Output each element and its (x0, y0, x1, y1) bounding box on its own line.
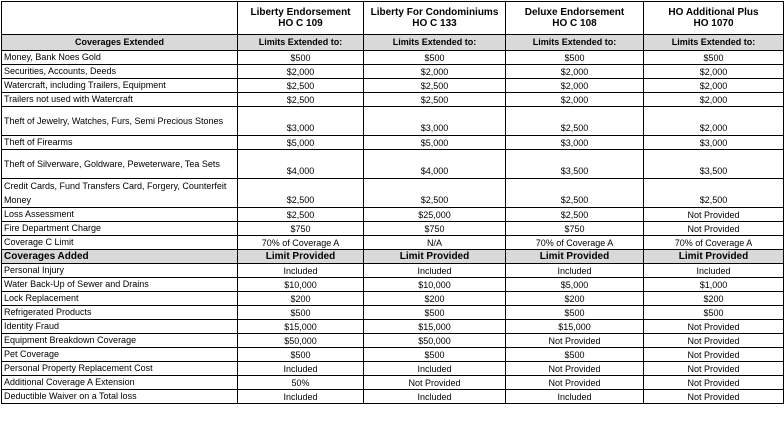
product-header (238, 2, 364, 35)
limit-value: $2,500 (238, 208, 364, 222)
section-title: Coverages Extended (2, 35, 238, 51)
limit-value: 50% (238, 376, 364, 390)
coverage-label: Trailers not used with Watercraft (2, 93, 238, 107)
limit-value: $2,500 (364, 79, 506, 93)
limit-value: Included (364, 264, 506, 278)
table-row (2, 306, 784, 320)
limit-value: $15,000 (238, 320, 364, 334)
limit-value: $200 (364, 292, 506, 306)
coverage-label: Equipment Breakdown Coverage (2, 334, 238, 348)
limit-value: $2,500 (238, 93, 364, 107)
coverage-label: Fire Department Charge (2, 222, 238, 236)
limit-value: Included (238, 264, 364, 278)
limit-value: $2,000 (644, 93, 784, 107)
limit-value: $4,000 (364, 150, 506, 179)
extended-section-header (2, 35, 784, 51)
limit-value: $500 (644, 51, 784, 65)
limit-value: $15,000 (506, 320, 644, 334)
limit-value: $10,000 (238, 278, 364, 292)
table-row (2, 65, 784, 79)
table-row (2, 51, 784, 65)
limit-value: $500 (644, 306, 784, 320)
limit-value: 70% of Coverage A (506, 236, 644, 250)
limit-value: Included (364, 390, 506, 404)
limits-header: Limits Extended to: (506, 35, 644, 51)
table-row (2, 334, 784, 348)
limit-value: Not Provided (644, 390, 784, 404)
limit-value: $2,500 (506, 208, 644, 222)
coverage-label: Identity Fraud (2, 320, 238, 334)
limit-value: $2,500 (238, 79, 364, 93)
limit-value: $3,000 (644, 136, 784, 150)
limit-value: $3,000 (364, 107, 506, 136)
product-code: HO C 108 (552, 18, 597, 29)
table-row (2, 79, 784, 93)
coverage-label: Water Back-Up of Sewer and Drains (2, 278, 238, 292)
table-row (2, 236, 784, 250)
added-section-header (2, 250, 784, 264)
limits-header: Limit Provided (238, 250, 364, 264)
limit-value: Not Provided (644, 348, 784, 362)
coverage-label: Refrigerated Products (2, 306, 238, 320)
limit-value: 70% of Coverage A (238, 236, 364, 250)
product-name: Liberty For Condominiums (370, 7, 499, 18)
limit-value: $750 (238, 222, 364, 236)
limit-value: $2,500 (644, 179, 784, 208)
table-row (2, 362, 784, 376)
coverage-label: Loss Assessment (2, 208, 238, 222)
coverage-label: Theft of Silverware, Goldware, Peweterware, Tea Sets (2, 150, 238, 179)
limits-header: Limits Extended to: (644, 35, 784, 51)
coverage-label: Theft of Jewelry, Watches, Furs, Semi Precious Stones (2, 107, 238, 136)
limit-value: $2,500 (364, 93, 506, 107)
coverage-comparison-table (1, 1, 784, 404)
limit-value: $5,000 (238, 136, 364, 150)
table-row (2, 107, 784, 136)
limit-value: $500 (364, 348, 506, 362)
limit-value: $5,000 (506, 278, 644, 292)
limit-value: $2,500 (364, 179, 506, 208)
table-row (2, 376, 784, 390)
limits-header: Limits Extended to: (238, 35, 364, 51)
table-row (2, 320, 784, 334)
limit-value: $2,500 (238, 179, 364, 208)
limit-value: $200 (644, 292, 784, 306)
coverage-label: Pet Coverage (2, 348, 238, 362)
limits-header: Limit Provided (364, 250, 506, 264)
limit-value: $50,000 (238, 334, 364, 348)
coverage-label: Personal Injury (2, 264, 238, 278)
limit-value: Included (238, 390, 364, 404)
limit-value: $500 (364, 51, 506, 65)
limit-value: $2,000 (506, 93, 644, 107)
product-name: HO Additional Plus (668, 7, 759, 18)
product-header (364, 2, 506, 35)
limit-value: $5,000 (364, 136, 506, 150)
coverage-label: Personal Property Replacement Cost (2, 362, 238, 376)
limit-value: $3,000 (238, 107, 364, 136)
limit-value: $2,000 (644, 79, 784, 93)
table-row (2, 222, 784, 236)
limit-value: $3,000 (506, 136, 644, 150)
limit-value: $4,000 (238, 150, 364, 179)
limit-value: $500 (506, 51, 644, 65)
table-row (2, 278, 784, 292)
table-row (2, 292, 784, 306)
coverage-label: Deductible Waiver on a Total loss (2, 390, 238, 404)
limit-value: $200 (506, 292, 644, 306)
limit-value: $2,500 (506, 107, 644, 136)
limit-value: Not Provided (506, 334, 644, 348)
limit-value: $750 (506, 222, 644, 236)
limit-value: Not Provided (644, 320, 784, 334)
coverage-label: Coverage C Limit (2, 236, 238, 250)
limit-value: $2,000 (506, 65, 644, 79)
limit-value: $2,000 (238, 65, 364, 79)
limit-value: $1,000 (644, 278, 784, 292)
table-row (2, 390, 784, 404)
limit-value: Included (644, 264, 784, 278)
product-code: HO C 109 (278, 18, 323, 29)
limit-value: $50,000 (364, 334, 506, 348)
table-row (2, 348, 784, 362)
limit-value: N/A (364, 236, 506, 250)
limit-value: Not Provided (644, 362, 784, 376)
limit-value: $2,500 (506, 179, 644, 208)
limit-value: Not Provided (506, 376, 644, 390)
limit-value: Not Provided (644, 334, 784, 348)
limits-header: Limits Extended to: (364, 35, 506, 51)
coverage-label: Additional Coverage A Extension (2, 376, 238, 390)
limit-value: $15,000 (364, 320, 506, 334)
coverage-label: Watercraft, including Trailers, Equipment (2, 79, 238, 93)
limit-value: $750 (364, 222, 506, 236)
product-header-row (2, 2, 784, 35)
product-header (506, 2, 644, 35)
limit-value: $2,000 (644, 65, 784, 79)
product-code: HO C 133 (412, 18, 457, 29)
limit-value: $2,000 (644, 107, 784, 136)
limit-value: Not Provided (506, 362, 644, 376)
limit-value: $500 (238, 348, 364, 362)
header-blank-cell (2, 2, 238, 35)
limits-header: Limit Provided (506, 250, 644, 264)
section-title: Coverages Added (2, 250, 238, 264)
limit-value: $2,000 (506, 79, 644, 93)
limit-value: Not Provided (364, 376, 506, 390)
limit-value: $500 (238, 51, 364, 65)
limit-value: Not Provided (644, 376, 784, 390)
limit-value: $500 (238, 306, 364, 320)
coverage-label: Money, Bank Noes Gold (2, 51, 238, 65)
limit-value: Included (506, 390, 644, 404)
limit-value: $25,000 (364, 208, 506, 222)
coverage-label: Theft of Firearms (2, 136, 238, 150)
limit-value: $500 (364, 306, 506, 320)
limits-header: Limit Provided (644, 250, 784, 264)
limit-value: $3,500 (506, 150, 644, 179)
table-row (2, 208, 784, 222)
limit-value: Not Provided (644, 222, 784, 236)
limit-value: Not Provided (644, 208, 784, 222)
product-name: Liberty Endorsement (250, 7, 351, 18)
limit-value: 70% of Coverage A (644, 236, 784, 250)
limit-value: Included (364, 362, 506, 376)
table-row (2, 136, 784, 150)
coverages-added-section (2, 250, 784, 404)
limit-value: $500 (506, 348, 644, 362)
limit-value: $200 (238, 292, 364, 306)
table-row (2, 150, 784, 179)
limit-value: $500 (506, 306, 644, 320)
limit-value: $2,000 (364, 65, 506, 79)
product-code: HO 1070 (693, 18, 734, 29)
limit-value: Included (506, 264, 644, 278)
coverage-label: Credit Cards, Fund Transfers Card, Forgery, Counterfeit Money (2, 179, 238, 208)
coverage-label: Lock Replacement (2, 292, 238, 306)
table-row (2, 93, 784, 107)
product-name: Deluxe Endorsement (524, 7, 625, 18)
product-header (644, 2, 784, 35)
coverages-extended-section (2, 35, 784, 250)
table-row (2, 179, 784, 208)
table-row (2, 264, 784, 278)
limit-value: $10,000 (364, 278, 506, 292)
limit-value: Included (238, 362, 364, 376)
limit-value: $3,500 (644, 150, 784, 179)
coverage-label: Securities, Accounts, Deeds (2, 65, 238, 79)
